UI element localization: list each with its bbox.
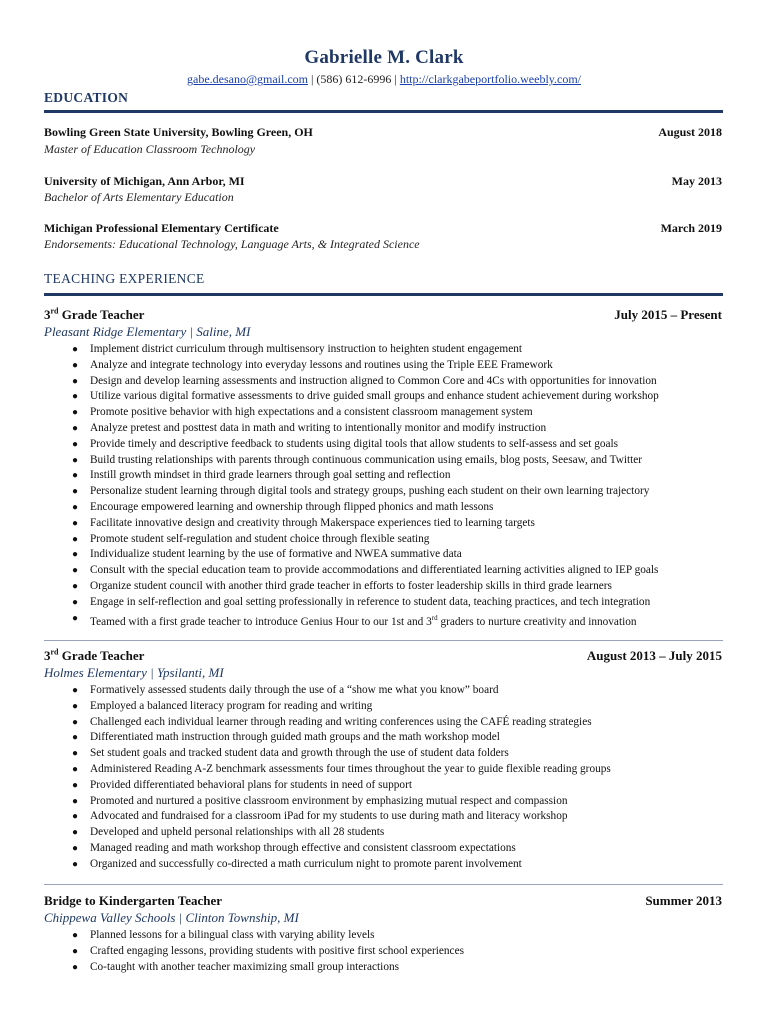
- bullet-text: Promoted and nurtured a positive classroom environment by emphasizing mutual respect and compassion: [90, 794, 568, 807]
- bullet-dot: ●: [72, 470, 79, 482]
- bullet-text: Design and develop learning assessments and instruction aligned to Common Core and 4Cs with opportunities for innovation: [90, 374, 657, 387]
- job-title-ordinal: rd: [50, 307, 59, 316]
- bullet-item: [72, 809, 732, 825]
- job-title-row: [44, 893, 722, 909]
- job-title-row: [44, 307, 722, 323]
- bullet-dot: ●: [72, 375, 79, 387]
- education-date: March 2019: [660, 221, 722, 235]
- job-title-number: 3: [44, 307, 51, 323]
- bullet-item: [72, 453, 732, 469]
- bullet-item: [72, 611, 732, 627]
- education-entry: [44, 221, 722, 236]
- job-title-ordinal: rd: [50, 648, 59, 657]
- bullet-item: [72, 389, 732, 405]
- bullet-item: [72, 547, 732, 563]
- job-title-text: Grade Teacher: [58, 648, 145, 664]
- email-link[interactable]: gabe.desano@gmail.com: [187, 72, 309, 86]
- education-school: Bowling Green State University, Bowling Green, OH: [44, 125, 313, 139]
- bullet-dot: ●: [72, 422, 79, 434]
- experience-rule: [44, 293, 723, 296]
- bullet-text: Analyze pretest and posttest data in math and writing to intentionally monitor and modify instruction: [90, 421, 547, 434]
- job-bullet-list: [72, 928, 732, 975]
- bullet-text: Implement district curriculum through multisensory instruction to heighten student engagement: [90, 343, 523, 355]
- bullet-text: Utilize various digital formative assessments to drive guided small groups and enhance student achievement during workshop: [90, 390, 659, 403]
- bullet-text: Crafted engaging lessons, providing students with positive first school experiences: [90, 944, 464, 957]
- job-school: Pleasant Ridge Elementary | Saline, MI: [44, 324, 251, 339]
- bullet-text: Managed reading and math workshop through effective and consistent classroom expectations: [90, 841, 516, 854]
- bullet-dot: ●: [72, 748, 79, 760]
- bullet-text: Individualize student learning by the use of formative and NWEA summative data: [90, 548, 462, 561]
- bullet-item: [72, 563, 732, 579]
- bullet-text: Administered Reading A-Z benchmark assessments four times throughout the year to guide flexible reading groups: [90, 762, 611, 775]
- education-entry: [44, 174, 722, 189]
- bullet-item: [72, 944, 732, 960]
- job-title: Bridge to Kindergarten Teacher: [44, 893, 223, 908]
- bullet-dot: ●: [72, 344, 79, 355]
- bullet-item: [72, 715, 732, 731]
- education-heading: EDUCATION: [44, 90, 129, 105]
- bullet-text: Engage in self-reflection and goal setting professionally in reference to student data, teaching practices, and tech integration: [90, 595, 651, 608]
- bullet-text: Promote positive behavior with high expectations and a consistent classroom management system: [90, 406, 533, 419]
- bullet-text: Analyze and integrate technology into everyday lessons and routines using the Triple EEE Framework: [90, 358, 553, 371]
- bullet-text: Organize student council with another third grade teacher in efforts to foster leadership skills in third grade learners: [90, 579, 612, 592]
- job-school: Holmes Elementary | Ypsilanti, MI: [44, 665, 224, 680]
- job-title: [44, 307, 144, 322]
- bullet-text-pre: Teamed with a first grade teacher to introduce Genius Hour to our 1st and 3: [90, 615, 432, 628]
- bullet-item: [72, 532, 732, 548]
- bullet-item: [72, 730, 732, 746]
- bullet-dot: ●: [72, 565, 79, 577]
- bullet-item: [72, 595, 732, 611]
- job-title-text: Grade Teacher: [58, 307, 145, 323]
- bullet-text: Instill growth mindset in third grade learners through goal setting and reflection: [90, 469, 451, 482]
- bullet-text: Employed a balanced literacy program for reading and writing: [90, 699, 373, 712]
- bullet-dot: ●: [72, 811, 79, 823]
- bullet-dot: ●: [72, 763, 79, 775]
- bullet-item: [72, 683, 732, 699]
- education-entry: [44, 125, 722, 140]
- education-date: August 2018: [658, 125, 722, 139]
- bullet-text: Provide timely and descriptive feedback to students using digital tools that allow students to self-assess and set goals: [90, 437, 619, 450]
- bullet-item: [72, 746, 732, 762]
- bullet-text: Advocated and fundraised for a classroom iPad for my students to use during math and literacy workshop: [90, 810, 568, 823]
- bullet-item: [72, 421, 732, 437]
- bullet-text: Organized and successfully co-directed a math curriculum night to promote parent involvement: [90, 857, 522, 870]
- bullet-dot: ●: [72, 961, 79, 973]
- contact-separator: |: [391, 72, 400, 86]
- bullet-dot: ●: [72, 486, 79, 498]
- bullet-dot: ●: [72, 407, 79, 419]
- bullet-text: Build trusting relationships with parents through continuous communication using emails, blog posts, Seesaw, and Twitter: [90, 453, 643, 466]
- job-title-number: 3: [44, 648, 51, 664]
- education-degree: Bachelor of Arts Elementary Education: [44, 190, 234, 204]
- bullet-text: Developed and upheld personal relationships with all 28 students: [90, 826, 385, 839]
- portfolio-link[interactable]: http://clarkgabeportfolio.weebly.com/: [399, 72, 581, 86]
- bullet-text: Formatively assessed students daily through the use of a “show me what you know” board: [90, 684, 499, 696]
- job-divider: [44, 640, 723, 641]
- bullet-item: [72, 857, 732, 873]
- bullet-item: [72, 484, 732, 500]
- job-divider: [44, 884, 723, 885]
- bullet-item: [72, 699, 732, 715]
- bullet-text: Planned lessons for a bilingual class with varying ability levels: [90, 929, 375, 941]
- bullet-dot: ●: [72, 827, 79, 839]
- bullet-item: [72, 579, 732, 595]
- education-degree: Master of Education Classroom Technology: [44, 142, 256, 156]
- bullet-dot: ●: [72, 596, 79, 608]
- bullet-text: Differentiated math instruction through guided math groups and the math workshop model: [90, 731, 500, 744]
- education-date: May 2013: [671, 174, 722, 188]
- bullet-item: [72, 841, 732, 857]
- bullet-text: Encourage empowered learning and ownership through flipped phonics and math lessons: [90, 500, 494, 513]
- education-school: Michigan Professional Elementary Certificate: [44, 221, 279, 235]
- bullet-item: [72, 516, 732, 532]
- bullet-dot: ●: [72, 391, 79, 403]
- bullet-item: [72, 762, 732, 778]
- bullet-item: [72, 437, 732, 453]
- bullet-item: [72, 928, 732, 944]
- job-school: Chippewa Valley Schools | Clinton Township, MI: [44, 910, 299, 925]
- phone-number: (586) 612-6996: [316, 72, 392, 86]
- bullet-dot: ●: [72, 517, 79, 529]
- bullet-dot: ●: [72, 700, 79, 712]
- bullet-dot: ●: [72, 438, 79, 450]
- bullet-text: Co-taught with another teacher maximizing small group interactions: [90, 960, 400, 973]
- bullet-dot: ●: [72, 716, 79, 728]
- job-date: July 2015 – Present: [614, 307, 722, 322]
- job-title-row: [44, 648, 722, 664]
- bullet-dot: ●: [72, 612, 79, 624]
- bullet-item: [72, 342, 732, 358]
- bullet-dot: ●: [72, 501, 79, 513]
- job-date: August 2013 – July 2015: [586, 648, 722, 663]
- contact-separator: |: [308, 72, 317, 86]
- education-rule: [44, 110, 723, 113]
- bullet-item: [72, 500, 732, 516]
- bullet-dot: ●: [72, 580, 79, 592]
- bullet-dot: ●: [72, 685, 79, 696]
- bullet-text-sup: rd: [431, 613, 438, 622]
- bullet-item: [72, 794, 732, 810]
- bullet-dot: ●: [72, 779, 79, 791]
- bullet-dot: ●: [72, 795, 79, 807]
- bullet-dot: ●: [72, 359, 79, 371]
- bullet-dot: ●: [72, 858, 79, 870]
- contact-line: [0, 72, 768, 87]
- bullet-dot: ●: [72, 930, 79, 941]
- candidate-name: Gabrielle M. Clark: [304, 47, 464, 68]
- bullet-text: Facilitate innovative design and creativity through Makerspace experiences tied to learning targets: [90, 516, 535, 529]
- bullet-dot: ●: [72, 842, 79, 854]
- bullet-item: [72, 374, 732, 390]
- education-degree: Endorsements: Educational Technology, Language Arts, & Integrated Science: [44, 237, 420, 251]
- experience-heading: TEACHING EXPERIENCE: [44, 271, 205, 286]
- bullet-text: Challenged each individual learner through reading and writing conferences using the CAFÉ reading strategies: [90, 715, 592, 728]
- bullet-text-post: graders to nurture creativity and innovation: [437, 615, 637, 628]
- bullet-dot: ●: [72, 533, 79, 545]
- bullet-dot: ●: [72, 454, 79, 466]
- bullet-item: [72, 825, 732, 841]
- bullet-text: Personalize student learning through digital tools and strategy groups, pushing each student on their own learning trajectory: [90, 485, 650, 498]
- bullet-item: [72, 405, 732, 421]
- bullet-item: [72, 468, 732, 484]
- education-school: University of Michigan, Ann Arbor, MI: [44, 174, 245, 188]
- job-bullet-list: [72, 342, 732, 626]
- bullet-text: Consult with the special education team to provide accommodations and differentiated learning activities aligned to IEP goals: [90, 564, 659, 577]
- bullet-item: [72, 778, 732, 794]
- bullet-text: Promote student self-regulation and student choice through flexible seating: [90, 532, 430, 545]
- bullet-text: Provided differentiated behavioral plans for students in need of support: [90, 778, 412, 791]
- bullet-dot: ●: [72, 732, 79, 744]
- bullet-dot: ●: [72, 945, 79, 957]
- job-bullet-list: [72, 683, 732, 873]
- bullet-item: [72, 960, 732, 976]
- bullet-dot: ●: [72, 549, 79, 561]
- job-title: [44, 648, 144, 663]
- bullet-text: Set student goals and tracked student data and growth through the use of student data folders: [90, 747, 509, 760]
- bullet-item: [72, 358, 732, 374]
- job-date: Summer 2013: [645, 893, 722, 908]
